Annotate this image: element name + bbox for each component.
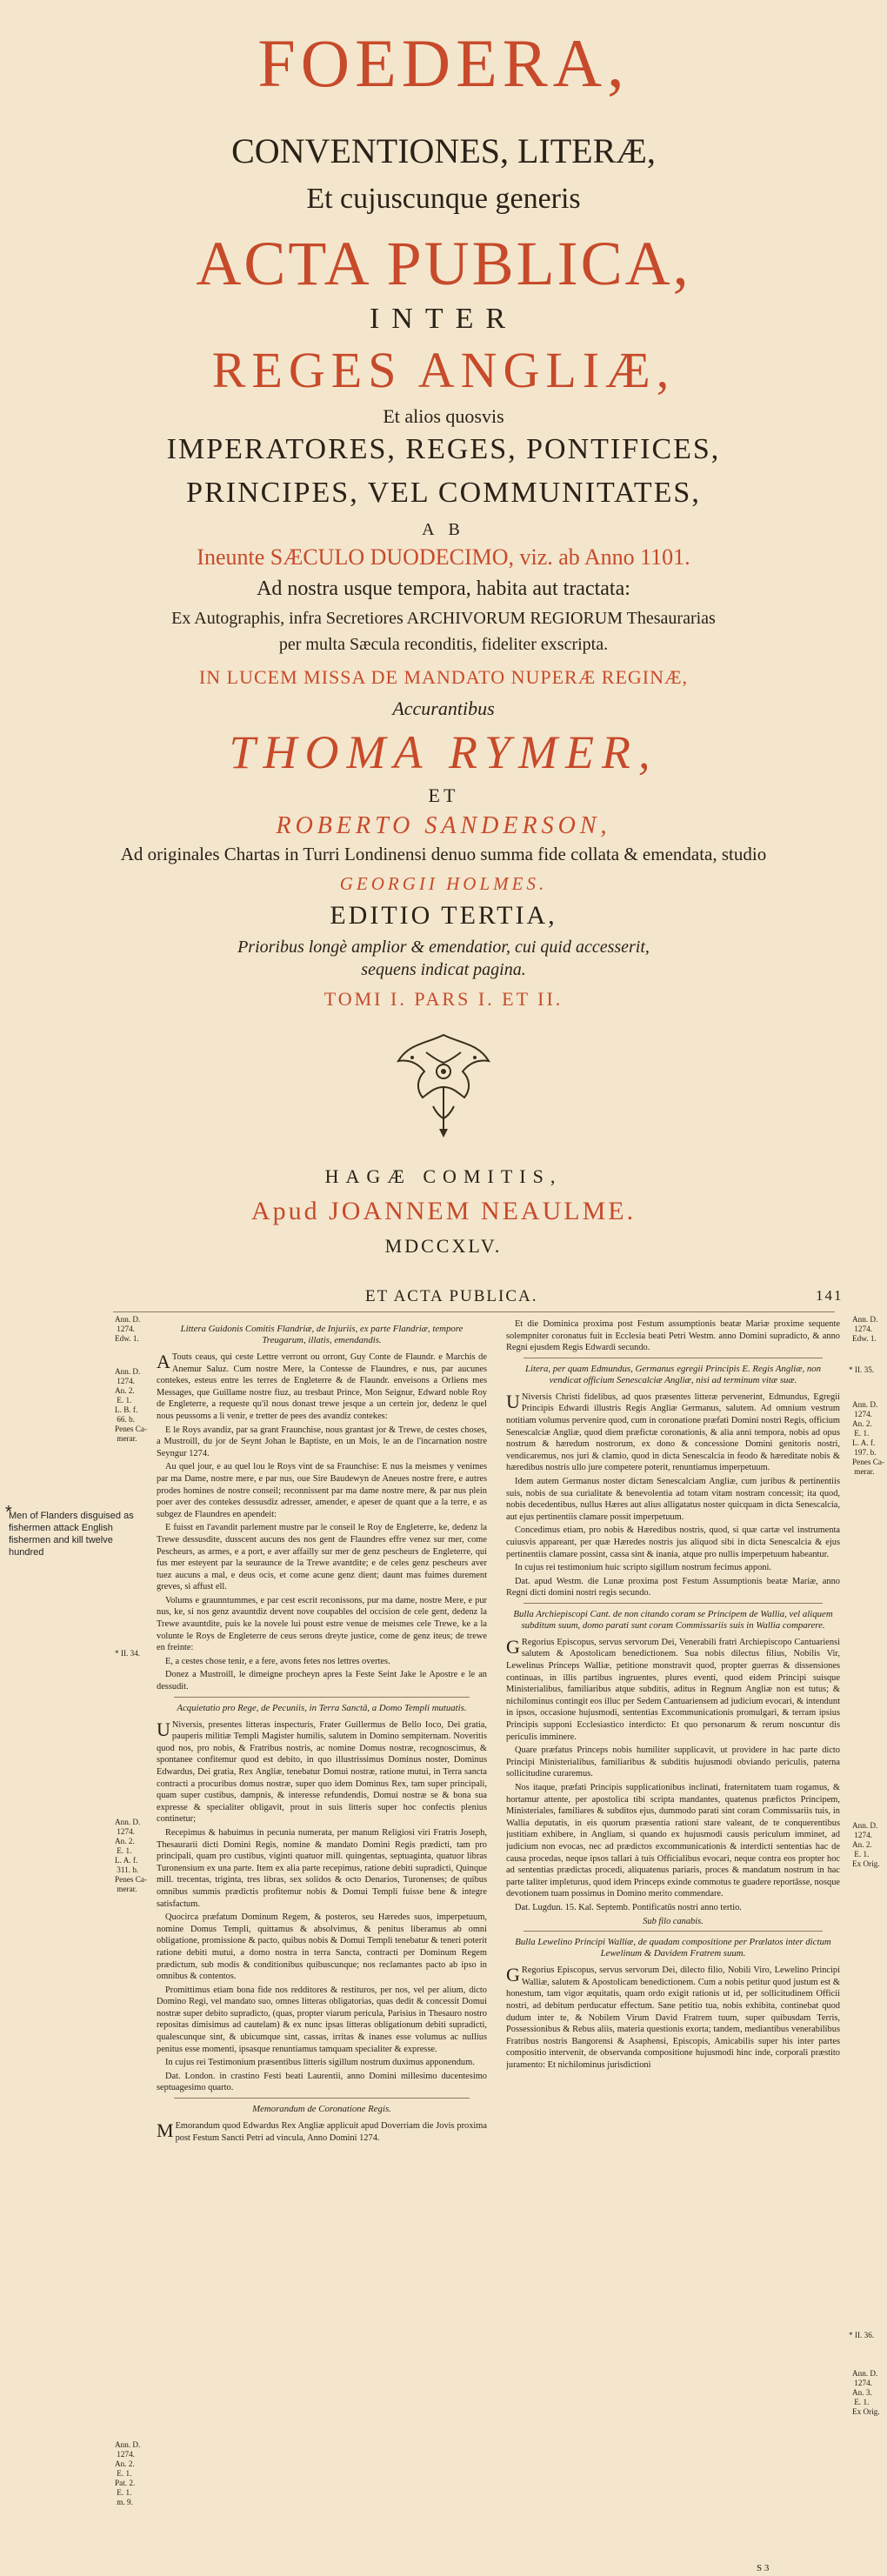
title-cujuscunque: Et cujuscunque generis <box>306 183 581 215</box>
section-rule <box>174 1697 470 1698</box>
paragraph <box>157 1912 487 1983</box>
paragraph <box>157 2120 487 2144</box>
paragraph-text: Au quel jour, e au quel lou le Roys vint de sa Fraunchise: E nus la meismes y venimes par ma Dame, nostre mere, e par nus, oue Sire Baudewyn de Aneues nostre frere, e autres prodes homines de nostre conseil; reconnissent par ma dame nostre mere, & par nus plein poer aver des contekes dessusdiz adresser, amender, e apeser de quant que a la terre, e as subgez de Flaundres en apendeit: <box>157 1462 487 1519</box>
section-rule <box>524 1603 823 1604</box>
paragraph <box>506 1745 840 1780</box>
title-georgii-holmes: GEORGII HOLMES. <box>339 873 548 894</box>
right-column <box>506 1318 840 2562</box>
title-foedera: FOEDERA, <box>257 25 630 101</box>
margin-note-6: Ann. D. 1274. Edw. 1. <box>852 1315 878 1343</box>
paragraph-text: Dat. Lugdun. 15. Kal. Septemb. Pontificatûs nostri anno tertio. <box>515 1902 742 1912</box>
head-rule <box>113 1311 835 1312</box>
paragraph-text: Quocirca præfatum Dominum Regem, & posteros, seu Hæredes suos, imperpetuum, nomine Domus Templi, quittamus & absolvimus, & penitus liberamus ab omni obligatione, promissione & pacto, quibus nobis & Domui Templi tenebatur & teneri poterit ratione debiti mutui, a domo nostra in terra Sancta, contracti per Dominum Regem prædictum, sub modis & conditionibus quibuscunque; nos reclamantes pacto ab ipso in omnibus & contentos. <box>157 1912 487 1982</box>
title-thoma-rymer: THOMA RYMER, <box>229 726 658 778</box>
title-acta-publica: ACTA PUBLICA, <box>196 229 691 298</box>
title-editio-tertia: EDITIO TERTIA, <box>330 901 557 930</box>
section-heading: Littera Guidonis Comitis Flandriæ, de Injuriis, ex parte Flandriæ, tempore Treugarum, illatis, emendandis. <box>180 1324 464 1345</box>
paragraph <box>506 1902 840 1914</box>
title-et-alios: Et alios quosvis <box>383 405 504 427</box>
title-tomi: TOMI I. PARS I. ET II. <box>323 988 564 1010</box>
paragraph-text: Donez a Mustroill, le dimeigne procheyn apres la Feste Seint Jake le Apostre e le an dessudit. <box>157 1670 487 1692</box>
paragraph-text: Emorandum quod Edwardus Rex Angliæ applicuit apud Doverriam die Jovis proxima post Festum Sancti Petri ad vincula, Anno Domini 1274. <box>175 2121 487 2143</box>
paragraph-text: Promittimus etiam bona fide nos redditores & restituros, per nos, vel per alium, dicto Domino Regi, vel mandato suo, omnes litteras obligatorias, quas dedit & concessit Domui nostræ super debito supradicto, (quas, propter viarum pericula, Parisius in Thesauro nostro repositas dimisimus ad cautelam) & ex nunc ipsas litteras obligationum debiti supradicti, qualescunque sint, & ubicumque sint, cassas, irritas & inanes esse volumus ac nullius penitus esse momenti, ipsasque renuntiamus tamquam specialiter & expresse. <box>157 1985 487 2054</box>
note-star-icon: * <box>5 1503 12 1522</box>
paragraph-text: In cujus rei Testimonium præsentibus litteris sigillum nostrum duximus apponendum. <box>165 2058 475 2068</box>
paragraph-text: E fuisst en l'avandit parlement mustre par le conseil le Roy de Engleterre, ke, dedenz la Trewe dessusdite, dusscent aucuns des nos gent de Flaundres effre venez sur mer, come Pescheurs, as armes, e a port, e aver affailly sur mer de genz pescheurs de Engleterre, qui fus mer esteyent par la seuraunce de la Trewe avantdite; e de celes genz pescheurs aver tuez aucuns a mal, e deus ocis, et come acune genz dient; daunt mas fuimes durement greves, si affust ell. <box>157 1523 487 1592</box>
section-heading: Memorandum de Coronatione Regis. <box>252 2104 391 2115</box>
title-apud: Apud JOANNEM NEAULME. <box>250 1197 637 1225</box>
paragraph-text: Quare præfatus Princeps nobis humiliter supplicavit, ut providere in hac parte dicto Principi Ministerialibus, familiaribus & subditis hujusmodi obviando periculis, paterna sollicitudine curaremus. <box>506 1745 840 1779</box>
title-roberto-sanderson: ROBERTO SANDERSON, <box>276 812 611 839</box>
title-conventiones: CONVENTIONES, LITERÆ, <box>231 131 656 170</box>
paragraph-text: Nos itaque, præfati Principis supplicationibus inclinati, fraternitatem tuam rogamus, & hortamur attente, per apostolica tibi scripta mandantes, quatenus præfictos Principem, Ministeriales, familiares & subditos ejus, dummodo parati sint coram Commissariis tuis, in Wallia deputatis, in eis quorum præsentia rationi stare valeant, de te conquerentibus justitiam exhibere, in Angliam, si quando ex hujusmodi causis periculum imminet, ad judicium non evocas, nec ad prædictos excommunicationis & interdicti sententias hac de causa procedas, neque ipsos tallari à tuis Officialibus evocari, neque contra eos propter hoc ad sententias prædictas procedi, aliquatenus pariaris, proces & mandatum nostrum in hac parte taliter impleturus, quod idem Princeps exinde commotus te guadere reportâsse, nosque devotionem tuam possimus in Domino merito commendare. <box>506 1783 840 1899</box>
paragraph-text: Concedimus etiam, pro nobis & Hæredibus nostris, quod, si quæ cartæ vel instrumenta cuiusvis appareant, per quæ Hæredes nostris jus aliquod sibi in dicta Senescalcia & ejus pertinentiis clamare possint, cassa sint & inania, atque pro nullis imperpetuum habeantur. <box>506 1525 840 1559</box>
paragraph <box>157 1669 487 1692</box>
title-ad-originales: Ad originales Chartas in Turri Londinensi denuo summa fide collata & emendata, studio <box>120 844 767 864</box>
paragraph <box>506 1562 840 1574</box>
paragraph-text: Recepimus & habuimus in pecunia numerata, per manum Religiosi viri Fratris Joseph, Thesaurarii dicti Domini Regis, nomine & mandato Domini Regis prædicti, tam pro principali, quam pro custibus, viginti quatuor mill. quingentas, septuaginta, quatuor libras Turonensium ex una parte. Item ex alia parte recepimus, ratione debiti supradicti, Quinque mill. trecentas, triginta, tres libras, sex solidos & octo Denarios, Turonenses; de quibus omnibus summis prædictis profitemur nobis & Domui Templi fuisse bene & integre satisfactum. <box>157 1827 487 1909</box>
paragraph <box>506 1782 840 1900</box>
margin-note-1: Ann. D. 1274. Edw. 1. <box>115 1315 141 1343</box>
paragraph <box>157 1595 487 1654</box>
paragraph-text: Regorius Episcopus, servus servorum Dei, Venerabili fratri Archiepiscopo Cantuariensi salutem & Apostolicam benedictionem. Sua nobis dilectus filius, Nobilis Vir, Lewelinus Princeps Walliæ, petitione monstravit quod, propter guerras & dissensiones continuas, in illis partibus ingruentes, plures eventi, quod eidem Principi suisque Ministerialibus, familiaribus atque subditis, aditus in Regnum Angliæ non est tutus; & nichilominus contingit eos illuc per Sedem Cantuariensem ad judicium evocari, & intendunt in ipsos, occasione hujusmodi, sententias Excommunicationis promulgari, & terram ipsius Principis supponi Ecclesiastico interdicto: Et quo personarum & rerum noscuntur dis periculis imminere. <box>506 1637 840 1742</box>
paragraph <box>157 1719 487 1825</box>
paragraph <box>506 1965 840 2071</box>
paragraph <box>157 1461 487 1520</box>
margin-note-2: Ann. D. 1274. An. 2. E. 1. L. B. f. 66. b. Penes Ca- merar. <box>115 1367 147 1443</box>
title-sequens: sequens indicat pagina. <box>361 960 526 979</box>
margin-note-9: Ann. D. 1274. An. 2. E. 1. Ex Orig. <box>852 1821 880 1868</box>
paragraph <box>157 2071 487 2094</box>
title-in-lucem: IN LUCEM MISSA DE MANDATO NUPERÆ REGINÆ, <box>198 666 689 688</box>
paragraph-text: Dat. London. in crastino Festi beati Laurentii, anno Domini millesimo ducentesimo septuagesimo quarto. <box>157 2071 487 2093</box>
drop-initial: U <box>157 1718 170 1740</box>
title-per-multa: per multa Sæcula reconditis, fideliter exscripta. <box>278 635 609 654</box>
paragraph <box>157 1827 487 1910</box>
document-page <box>0 1287 887 2576</box>
margin-note-4: Ann. D. 1274. An. 2. E. 1. L. A. f. 311. b. Penes Ca- merar. <box>115 1818 147 1893</box>
margin-note-5: Ann. D. 1274. An. 2. E. 1. Pat. 2. E. 1. m. 9. <box>115 2440 141 2506</box>
paragraph <box>506 1391 840 1474</box>
paragraph-text: E le Roys avandiz, par sa grant Fraunchise, nous grantast jor & Trewe, de cestes choses, a Mustroill, du jor de Seynt Johan le Baptiste, en un Mois, le an de l'incarnation nostre Seyngur 1274. <box>157 1425 487 1458</box>
side-note: Men of Flanders disguised as fishermen attack English fishermen and kill twelve hundred <box>9 1511 134 1558</box>
title-ad-nostra: Ad nostra usque tempora, habita aut tractata: <box>257 577 630 600</box>
section-heading: Acquietatio pro Rege, de Pecuniis, in Terra Sanctâ, a Domo Templi mutuatis. <box>177 1702 467 1713</box>
paragraph <box>157 2057 487 2069</box>
paragraph-text: Touts ceaus, qui ceste Lettre verront ou orront, Guy Conte de Flaundr. e Marchis de Anemur Saluz. Cum nostre Mere, la Contesse de Flaundres, e nus, par aucunes contekes, esteus entre les terres de Engleterre & de Flaundr. enveisons a Orliens mes Messages, que Guillame nostre fiuz, au tresbaut Prince, Mon Seignur, Edward noble Roy de Engleterre, a requeste qu'il nous donast trewe jesque a un certein jor, dedenz le quel nous peussoms a li venir, e tretter de pees des avandiz contekes: <box>157 1352 487 1421</box>
left-column <box>157 1318 487 2571</box>
margin-note-7: * II. 35. <box>849 1365 875 1374</box>
paragraph-text: Niversis Christi fidelibus, ad quos præsentes litteræ pervenerint, Edmundus, Egregii Principis Edwardi illustris Regis Angliæ Germanus, salutem. Ad omnium vestrum notitiam volumus pervenire quod, cum in coronatione præfati Domini nostri Regis, officium Senescalciæ Angliæ, quod diem præfictæ coronationis, & alia anni tempora, nobis ad opus nostrum & hæredum nostrorum, ex dono & concessione Domini genitoris nostri, vendicaremus, nos juri & clamio, quod in dicta Senescalcia in feodo & hæreditate nobis & hæredibus nostris ullo jure competere poterit, renuntiamus imperpetuum. <box>506 1391 840 1473</box>
drop-initial: G <box>506 1635 520 1658</box>
margin-note-11: Ann. D. 1274. An. 3. E. 1. Ex Orig. <box>852 2369 880 2416</box>
running-head: ET ACTA PUBLICA. <box>365 1287 538 1305</box>
margin-note-10: * II. 36. <box>849 2331 875 2339</box>
title-page <box>0 0 887 1278</box>
title-et: ET <box>428 784 459 806</box>
title-date: MDCCXLV. <box>384 1235 503 1257</box>
title-principes: PRINCIPES, VEL COMMUNITATES, <box>186 477 701 509</box>
section-heading: Bulla Archiepiscopi Cant. de non citando coram se Principem de Wallia, vel aliquem subditum suum, domo parati sunt coram Commissariis suis in Wallia comparere. <box>513 1608 833 1631</box>
paragraph <box>157 1985 487 2056</box>
title-ab: A B <box>422 520 465 539</box>
paragraph-text: Idem autem Germanus noster dictam Senescalciam Angliæ, cum juribus & pertinentiis suis, nobis de sua curialitate & benevolentia ad totam vitam nostram concessit; ita quod, nobis decedentibus, nullus Hæres aut alius alligatatus noster quicquam in dicta Senescalcia, aut ejus pertinentiis clamare possit imperpetuum. <box>506 1476 840 1522</box>
paragraph <box>506 1576 840 1599</box>
paragraph <box>506 1525 840 1560</box>
paragraph-text: In cujus rei testimonium huic scripto sigillum nostrum fecimus apponi. <box>515 1563 771 1573</box>
paragraph <box>157 1522 487 1593</box>
paragraph <box>506 1476 840 1523</box>
paragraph <box>157 1351 487 1423</box>
title-ex-autographis: Ex Autographis, infra Secretiores ARCHIVORUM REGIORUM Thesaurarias <box>171 609 716 628</box>
section-rule <box>524 1931 823 1932</box>
drop-initial: A <box>157 1351 170 1372</box>
title-accurantibus: Accurantibus <box>392 697 495 719</box>
page-number: 141 <box>816 1287 844 1304</box>
paragraph <box>157 1425 487 1460</box>
paragraph-text: Regorius Episcopus, servus servorum Dei, dilecto filio, Nobili Viro, Lewelino Principi Walliæ, salutem & Apostolicam benedictionem. Cum a nobis petitur quod justum est & honestum, tam vigor æquitatis, quam ordo exigit rationis ut id, per sollicitudinem Officii nostri, ad debitum perducatur effectum. Sane petitio tua, nobis exhibita, continebat quod dudum inter te, & Nobilem Virum David Fratrem tuum, super quibusdam Terris, Possessionibus & Rebus aliis, materia questionis exorta; tandem, mediantibus venerabilibus Fratribus nostris Bangorensi & Asaphensi, Episcopis, Amicabilis super his inter partes compositio intervenit, de observanda compositione hujusmodi hinc inde, corporali præstito juramento: Et nichilominus jurisdictioni <box>506 1965 840 2070</box>
title-prioribus: Prioribus longè amplior & emendatior, cui quid accesserit, <box>237 938 650 957</box>
margin-note-8: Ann. D. 1274. An. 2. E. 1. L. A. f. 197. b. Penes Ca- merar. <box>852 1400 884 1476</box>
drop-initial: M <box>157 2119 174 2142</box>
title-hagae-comitis: HAGÆ COMITIS, <box>324 1165 563 1187</box>
seal-note: Sub filo canabis. <box>643 1916 704 1926</box>
section-heading: Bulla Lewelino Principi Walliæ, de quadam compositione per Prælatos inter dictum Lewelinum & Davidem Fratrem suum. <box>515 1937 831 1959</box>
section-heading: Litera, per quam Edmundus, Germanus egregii Principis E. Regis Angliæ, non vendicat officium Senescalciæ Angliæ, nisi ad terminum vitæ suæ. <box>524 1363 822 1385</box>
drop-initial: U <box>506 1390 520 1412</box>
section-rule <box>174 2098 470 2099</box>
drop-initial: G <box>506 1964 520 1986</box>
margin-note-3: * II. 34. <box>115 1649 141 1658</box>
title-ineunte: Ineunte SÆCULO DUODECIMO, viz. ab Anno 1101. <box>197 544 690 570</box>
printers-ornament-icon <box>391 1026 496 1139</box>
paragraph <box>157 1656 487 1668</box>
paragraph <box>506 1637 840 1743</box>
paragraph-text: E, a cestes chose tenir, e a fere, avons fetes nos lettres overtes. <box>165 1656 390 1666</box>
paragraph-text: Volums e graunntummes, e par cest escrit reconissons, pur ma dame, nostre Mere, e pur nus, ke, si nos genz avauntdiz devent nove coupables del occision de cele gent, dedenz la Trewe avauntdite, puis ke la novele lui poust estre venue de meismes cele Trewe, ke a la volunte le Roys de Engleterre de ceus serons dreyte justice, come de genz iteus; de trewe en freinte: <box>157 1595 487 1653</box>
paragraph-text: Niversis, presentes litteras inspecturis, Frater Guillermus de Bello Ioco, Dei gratia, pauperis militiæ Templi Magister humilis, salutem in Domino sempiternam. Noveritis quod nos, pro nobis, & Fratribus nostris, ac nomine Domus nostræ, recognoscimus, & spontanee confitemur quod est debito, in quo illustrissimus Dominus noster, Dominus Edwardus, Dei gratia, Rex Angliæ, tenebatur Domui nostræ, ratione mutui, in Terra sancta contracti a procuribus domus nostræ, super quo idem Dominus Rex, tam super principali, quam super custibus, dampnis, & interesse refundendis, Domui nostræ se & bona sua expresse & specialiter obligavit, prout in suis litteris super hoc confectis plenius continetur; <box>157 1719 487 1825</box>
signature-mark: S 3 <box>757 2563 770 2573</box>
paragraph-text: Et die Dominica proxima post Festum assumptionis beatæ Mariæ proxime sequente solempniter coronatus fuit in Ecclesia beati Petri Westm. anno Domini supradicto, & anno Regni ejusdem Regis Edwardi secundo. <box>506 1319 840 1353</box>
title-reges-angliae: REGES ANGLIÆ, <box>211 342 676 398</box>
paragraph <box>506 1318 840 1354</box>
title-imperatores: IMPERATORES, REGES, PONTIFICES, <box>166 433 721 465</box>
title-inter: INTER <box>369 303 518 335</box>
paragraph-text: Dat. apud Westm. die Lunæ proxima post Festum Assumptionis beatæ Mariæ, anno Regni dicti domini nostri regis secundo. <box>506 1576 840 1598</box>
